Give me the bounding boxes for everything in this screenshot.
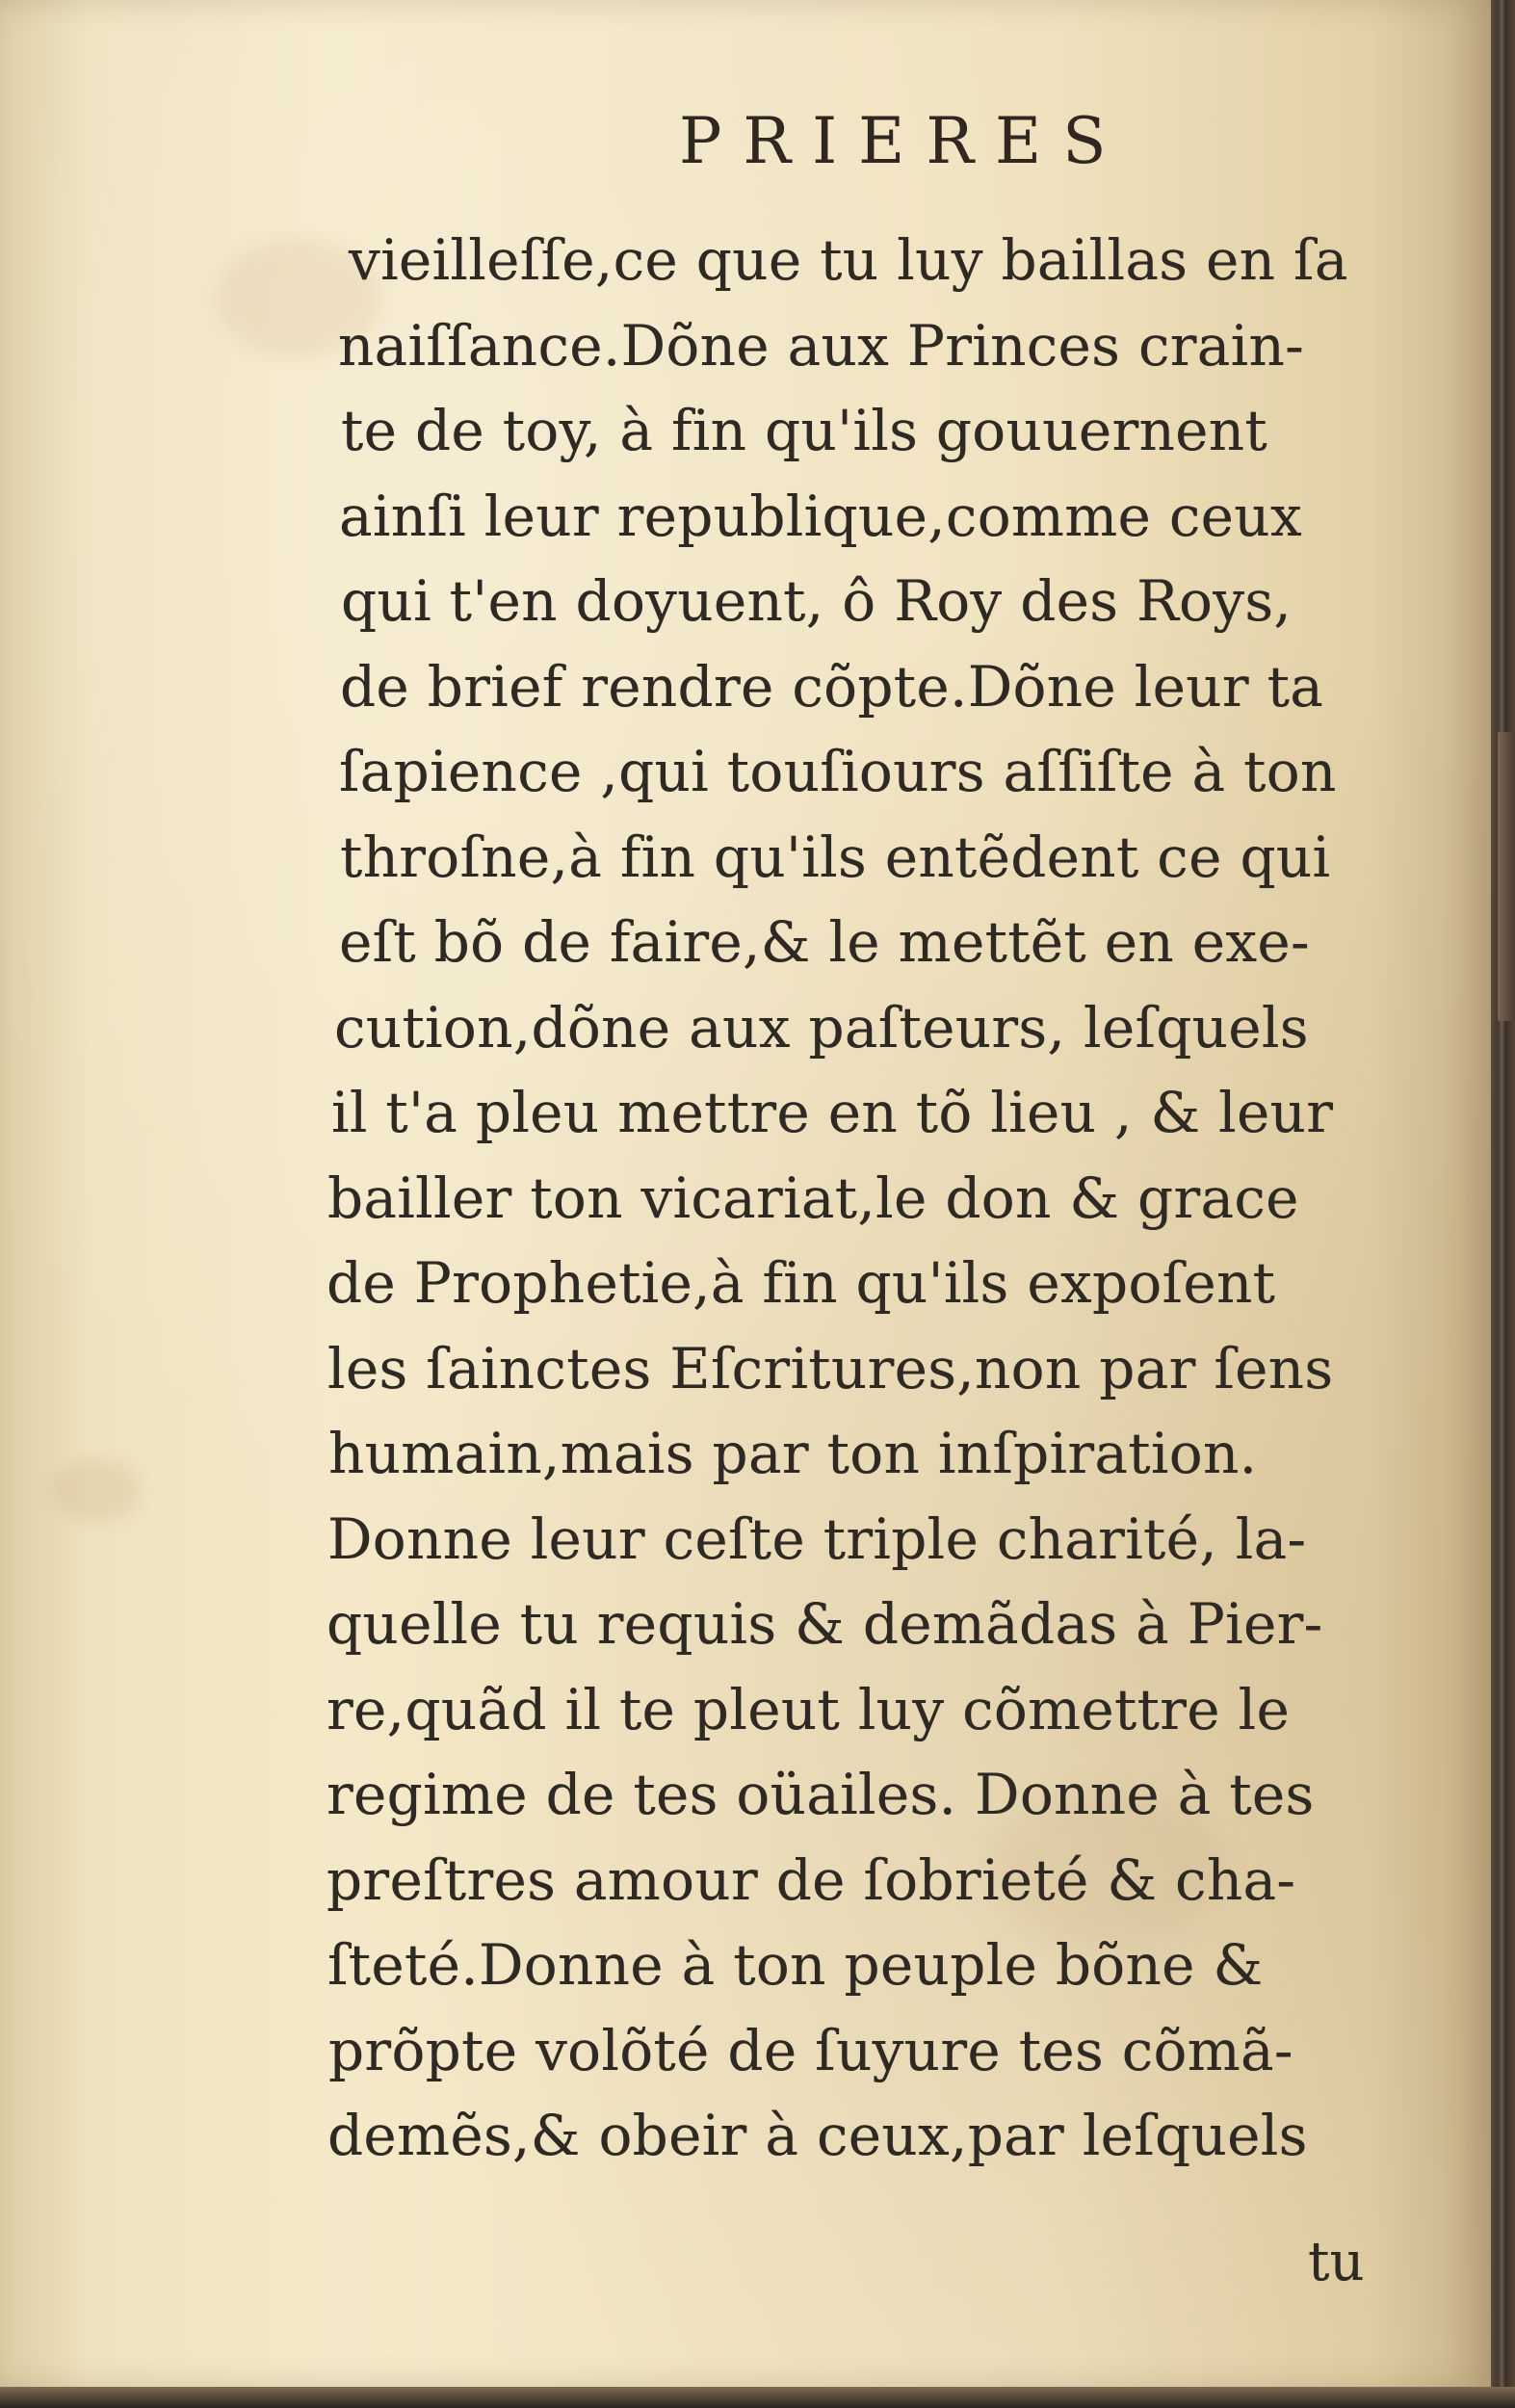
text-line: il t'a pleu mettre en tõ lieu , & leur	[331, 1080, 1334, 1145]
text-line: demẽs,& obeir à ceux,par leſquels	[327, 2103, 1308, 2168]
text-line: throſne,à fin qu'ils entẽdent ce qui	[340, 824, 1331, 890]
text-line: regime de tes oüailes. Donne à tes	[327, 1762, 1315, 1827]
body-text	[329, 218, 1408, 2260]
text-line: Donne leur ceſte triple charité, la-	[327, 1505, 1307, 1572]
catchword: tu	[1308, 2231, 1365, 2293]
text-line: qui t'en doyuent, ô Roy des Roys,	[341, 568, 1293, 634]
text-line: naiſſance.Dõne aux Princes crain-	[338, 312, 1305, 379]
text-line: ainſi leur republique,comme ceux	[339, 483, 1302, 549]
text-line: prõpte volõté de ſuyure tes cõmã-	[328, 2017, 1293, 2083]
text-line: ſapience ,qui touſiours aſſiſte à ton	[339, 739, 1337, 804]
text-line: ſteté.Donne à ton peuple bõne &	[327, 1932, 1264, 1998]
text-line: bailler ton vicariat,le don & grace	[327, 1165, 1299, 1231]
adjacent-page-edge	[1491, 0, 1515, 2408]
running-head: PRIERES	[679, 104, 1128, 178]
text-line: preſtres amour de ſobrieté & cha-	[327, 1846, 1296, 1913]
text-line: humain,mais par ton inſpiration.	[328, 1421, 1258, 1486]
text-line: les ſainctes Eſcritures,non par ſens	[327, 1335, 1334, 1401]
text-line: te de toy, à fin qu'ils gouuernent	[341, 398, 1268, 463]
text-line: vieilleſſe,ce que tu luy baillas en ſa	[349, 227, 1348, 293]
text-line: cution,dõne aux paſteurs, leſquels	[334, 994, 1309, 1060]
text-line: quelle tu requis & demãdas à Pier-	[327, 1591, 1323, 1657]
text-line: re,quãd il te pleut luy cõmettre le	[327, 1676, 1291, 1742]
text-line: eſt bõ de faire,& le mettẽt en exe-	[339, 909, 1310, 975]
paper-stain	[53, 1459, 140, 1522]
binding-edge	[1498, 732, 1515, 1021]
text-line: de Prophetie,à fin qu'ils expoſent	[327, 1250, 1276, 1316]
book-bottom-edge	[0, 2387, 1515, 2408]
text-line: de brief rendre cõpte.Dõne leur ta	[340, 653, 1324, 720]
